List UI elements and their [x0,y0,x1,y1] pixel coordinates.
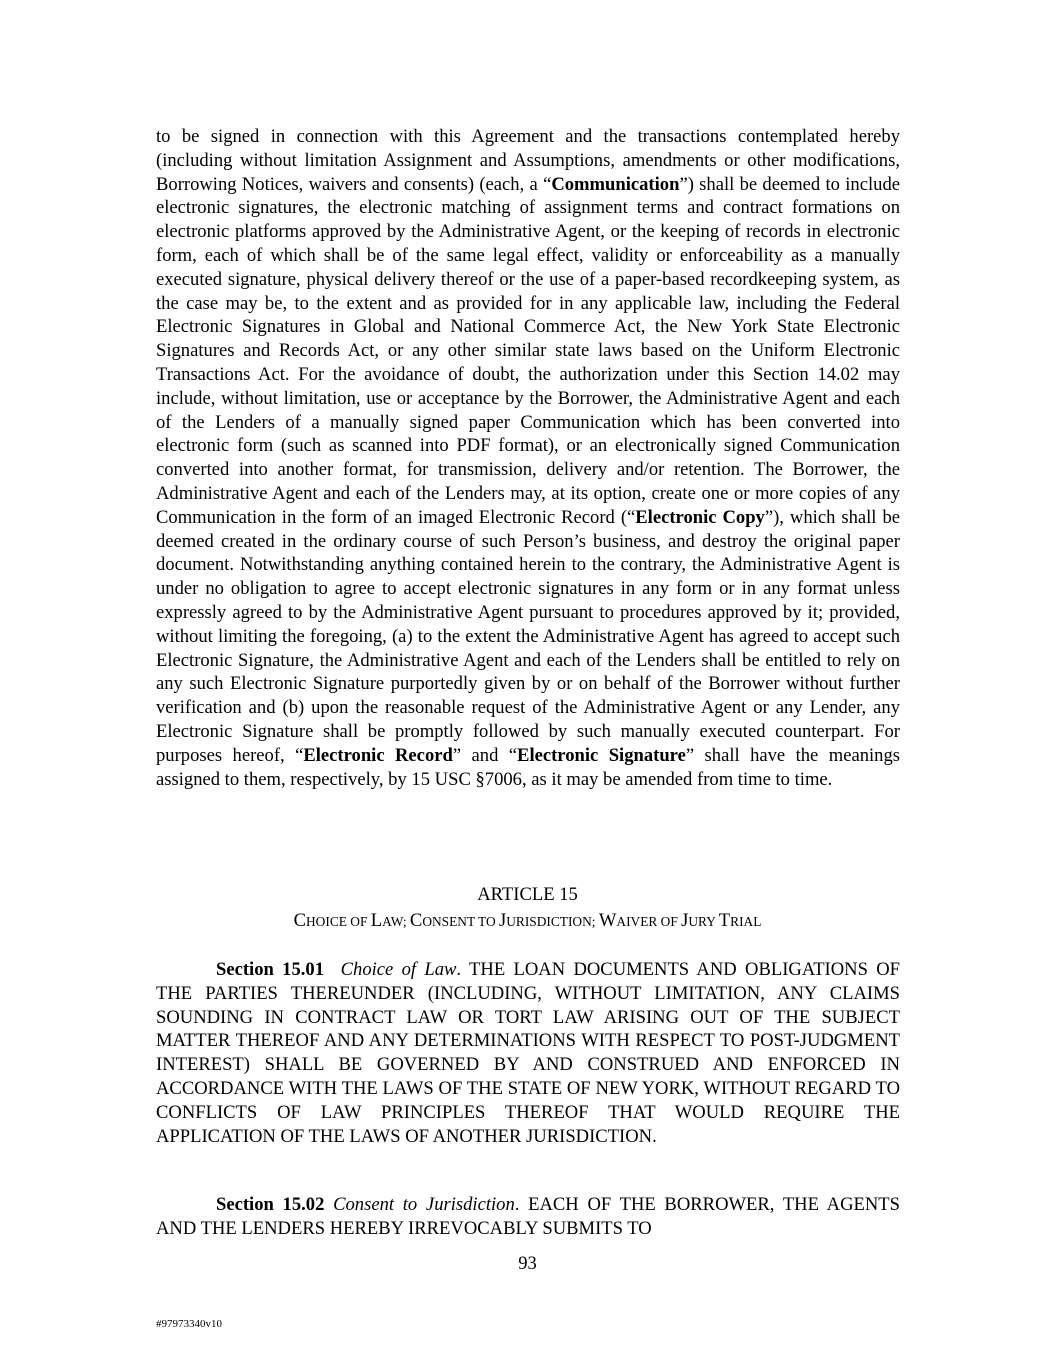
section-number: Section 15.01 [216,959,324,980]
paragraph-text: ”), which shall be deemed created in the ordinary course of such Person’s business, and destroy the original paper document. Notwithstanding anything contained herein to the contrary, the Administrative Agent is under no obligation to agree to accept electronic signatures in any form or in any format unless expressly agreed to by the Administrative Agent pursuant to procedures approved by it; provided, without limiting the foregoing, (a) to the extent the Administrative Agent has agreed to accept such Electronic Signature, the Administrative Agent and each of the Lenders shall be entitled to rely on any such Electronic Signature purportedly given by or on behalf of the Borrower without further verification and (b) upon the reasonable request of the Administrative Agent or any Lender, any Electronic Signature shall be promptly followed by such manually executed counterpart. For purposes hereof, “ [156,506,901,766]
section-15-02 [156,1193,900,1241]
section-heading: Choice of Law [340,959,457,980]
section-text: . EACH OF THE BORROWER, THE AGENTS AND THE LENDERS HEREBY IRREVOCABLY SUBMITS TO [156,1194,900,1239]
page-number: 93 [518,1253,537,1274]
article-title: CHOICE OF LAW; CONSENT TO JURISDICTION; WAIVER OF JURY TRIAL [293,910,762,931]
electronic-signatures-paragraph [156,125,900,791]
section-heading: Consent to Jurisdiction [333,1194,515,1215]
paragraph-text: to be signed in connection with this Agreement and the transactions contemplated hereby (including without limitation Assignment and Assumptions, amendments or other modifications, Borrowing Notices, waivers and consents) (each, a “ [156,126,900,195]
paragraph-text: ” shall have the meanings assigned to them, respectively, by 15 USC §7006, as it may be amended from time to time. [156,744,900,790]
section-number: Section 15.02 [216,1194,325,1215]
paragraph-text: ”) shall be deemed to include electronic signatures, the electronic matching of assignment terms and contract formations on electronic platforms approved by the Administrative Agent, or the keeping of records in electronic form, each of which shall be of the same legal effect, validity or enforceability as a manually executed signature, physical delivery thereof or the use of a paper-based recordkeeping system, as the case may be, to the extent and as provided for in any applicable law, including the Federal Electronic Signatures in Global and National Commerce Act, the New York State Electronic Signatures and Records Act, or any other similar state laws based on the Uniform Electronic Transactions Act. For the avoidance of doubt, the authorization under this Section 14.02 may include, without limitation, use or acceptance by the Borrower, the Administrative Agent and each of the Lenders of a manually signed paper Communication which has been converted into electronic form (such as scanned into PDF format), or an electronically signed Communication converted into another format, for transmission, delivery and/or retention. The Borrower, the Administrative Agent and each of the Lenders may, at its option, create one or more copies of any Communication in the form of an imaged Electronic Record (“ [156,173,900,528]
article-number: ARTICLE 15 [477,884,578,905]
section-15-01 [156,958,900,1148]
document-id: #97973340v10 [156,1318,222,1330]
defined-term-communication: Communication [551,173,680,195]
defined-term-electronic-signature: Electronic Signature [517,744,686,766]
defined-term-electronic-record: Electronic Record [303,744,453,766]
defined-term-electronic-copy: Electronic Copy [635,506,765,528]
paragraph-text: ” and “ [452,744,518,766]
section-text: . THE LOAN DOCUMENTS AND OBLIGATIONS OF THE PARTIES THEREUNDER (INCLUDING, WITHOUT LIMITATION, ANY CLAIMS SOUNDING IN CONTRACT LAW OR TORT LAW ARISING OUT OF THE SUBJECT MATTER THEREOF AND ANY DETERMINATIONS WITH RESPECT TO POST-JUDGMENT INTEREST) SHALL BE GOVERNED BY AND CONSTRUED AND ENFORCED IN ACCORDANCE WITH THE LAWS OF THE STATE OF NEW YORK, WITHOUT REGARD TO CONFLICTS OF LAW PRINCIPLES THEREOF THAT WOULD REQUIRE THE APPLICATION OF THE LAWS OF ANOTHER JURISDICTION. [156,959,901,1147]
